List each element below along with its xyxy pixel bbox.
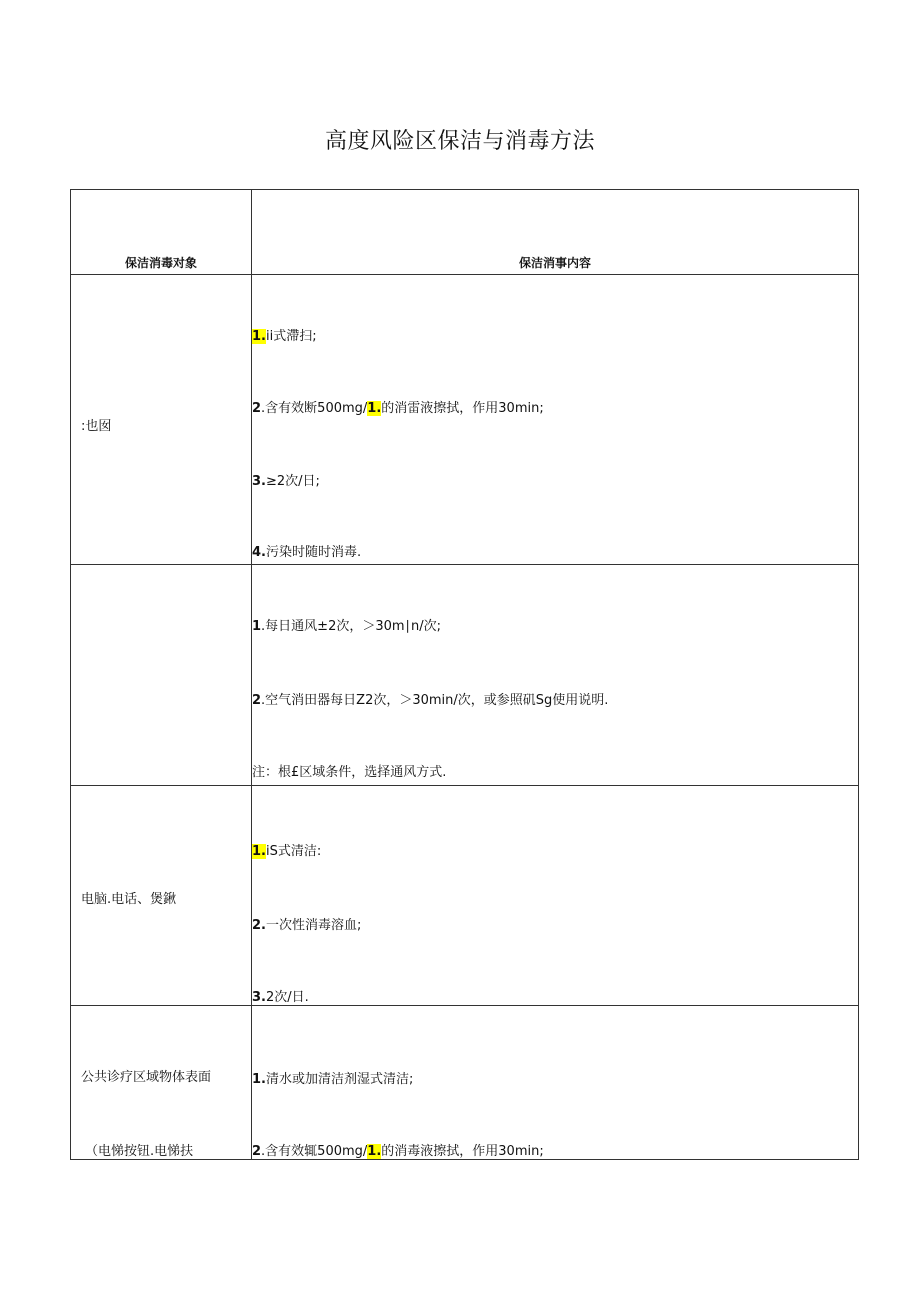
list-item: 2.含有效辄500mg/1.的消毒液擦拭，作用30min; [252,1144,544,1159]
object-cell [71,275,252,565]
content-cell [252,565,859,786]
list-item: 2.含有效断500mg/1.的消雷液擦拭，作用30min; [252,401,544,416]
disinfection-table [70,189,859,1160]
list-item: 4.污染时随时消毒. [252,545,362,560]
object-label: （电悌按钮.电悌扶 [85,1144,194,1159]
object-label: 电脑.电话、煲鍬 [81,892,177,907]
list-item: 3.≥2次/日; [252,474,320,489]
content-cell [252,786,859,1006]
object-label: 公共诊疗区域物体表面 [81,1070,212,1085]
header-object: 保洁消毒对象 [71,190,252,275]
table-header-row [71,190,859,275]
list-item: 2.空气消田器每日Z2次，＞30min/次，或参照矶Sg使用说明. [252,693,609,708]
object-label: :也囡 [81,419,112,434]
table-row [71,275,859,565]
page-title: 高度风险区保洁与消毒方法 [324,129,595,154]
list-item: 1.ii式滯扫; [252,329,317,344]
list-item: 注：根£区域条件，选择通风方式. [252,765,447,780]
object-cell [71,565,252,786]
list-item: 1.清水或加清洁剂湿式清洁; [252,1072,414,1087]
object-cell [71,1006,252,1160]
table-row [71,786,859,1006]
list-item: 3.2次/日. [252,990,309,1005]
content-cell [252,1006,859,1160]
list-item: 2.一次性消毒溶血; [252,918,362,933]
table-row [71,1006,859,1160]
table-row [71,565,859,786]
object-cell [71,786,252,1006]
header-content: 保洁消事内容 [252,190,859,275]
content-cell [252,275,859,565]
list-item: 1.每日通风±2次，＞30m∣n/次; [252,619,442,634]
list-item: 1.iS式清洁: [252,844,322,859]
